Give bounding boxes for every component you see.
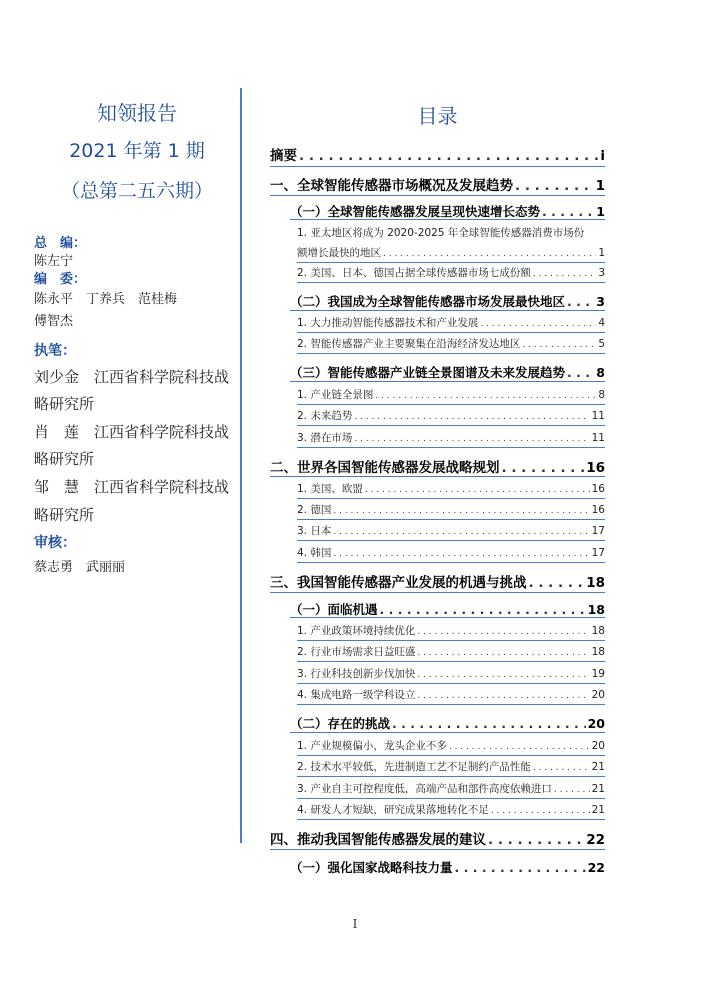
toc-divider	[297, 819, 605, 820]
toc-entry-section-1-1[interactable]: （一）全球智能传感器发展呈现快速增长态势 . . . 1	[290, 202, 605, 220]
toc-divider	[297, 519, 605, 520]
page-number: I	[352, 917, 358, 931]
editors-label: 编 委：	[34, 272, 87, 287]
toc-entry-item[interactable]: 2. 技术水平较低，先进制造工艺不足制约产品性能 . . . 21	[297, 759, 605, 774]
toc-entry-chapter-1[interactable]: 一、全球智能传感器市场概况及发展趋势 . . . 1	[270, 174, 605, 194]
toc-entry-section-1-2[interactable]: （二）我国成为全球智能传感器市场发展最快地区 . . . 3	[290, 292, 605, 310]
toc-divider	[270, 166, 605, 167]
toc-entry-chapter-2[interactable]: 二、世界各国智能传感器发展战略规划 . . . 16	[270, 456, 605, 476]
author-line: 略研究所	[34, 450, 95, 468]
toc-divider	[290, 381, 605, 382]
toc-entry-item[interactable]: 4. 研发人才短缺，研究成果落地转化不足 . . . 21	[297, 802, 605, 817]
toc-entry-item[interactable]: 3. 产业自主可控程度低，高端产品和部件高度依赖进口 . . . 21	[297, 781, 605, 796]
toc-divider	[270, 592, 605, 593]
toc-entry-item[interactable]: 2. 美国、日本、德国占据全球传感器市场七成份额 . . . 3	[297, 265, 605, 280]
toc-divider	[297, 562, 605, 563]
toc-divider	[297, 404, 605, 405]
publication-issue: 2021 年第 1 期	[69, 140, 205, 162]
chief-editor-name: 陈左宁	[34, 254, 74, 269]
toc-entry-item[interactable]: 1. 产业规模偏小，龙头企业不多 . . . 20	[297, 738, 605, 753]
toc-entry-item[interactable]: 4. 韩国 . . . 17	[297, 545, 605, 560]
toc-entry-item[interactable]: 2. 未来趋势 . . . 11	[297, 408, 605, 423]
toc-divider	[290, 310, 605, 311]
toc-entry-item[interactable]: 1. 产业政策环境持续优化 . . . 18	[297, 623, 605, 638]
toc-title: 目录	[417, 104, 458, 128]
toc-divider	[297, 683, 605, 684]
editors-line-2: 傅智杰	[34, 314, 74, 329]
toc-entry-chapter-3[interactable]: 三、我国智能传感器产业发展的机遇与挑战 . . . 18	[270, 571, 605, 591]
author-line: 邹 慧 江西省科学院科技战	[34, 478, 230, 496]
toc-entry-item[interactable]: 4. 集成电路一级学科设立 . . . 20	[297, 687, 605, 702]
editors-line-1: 陈永平 丁养兵 范桂梅	[34, 292, 178, 307]
toc-entry-item[interactable]: 1. 大力推动智能传感器技术和产业发展 . . . 4	[297, 315, 605, 330]
toc-entry-item[interactable]: 1. 产业链全景图 . . . 8	[297, 387, 605, 402]
toc-entry-item[interactable]: 1. 亚太地区将成为 2020-2025 年全球智能传感器消费市场份	[297, 227, 585, 239]
toc-divider	[290, 617, 605, 618]
toc-divider	[297, 540, 605, 541]
toc-divider	[270, 476, 605, 477]
toc-entry-item[interactable]: 3. 日本 . . . 17	[297, 523, 605, 538]
toc-entry-section-3-1[interactable]: （一）面临机遇 . . . 18	[290, 600, 605, 618]
toc-divider	[297, 776, 605, 777]
toc-divider	[297, 353, 605, 354]
column-divider	[240, 88, 242, 843]
toc-divider	[270, 849, 605, 850]
toc-divider	[297, 798, 605, 799]
toc-entry-chapter-4[interactable]: 四、推动我国智能传感器发展的建议 . . . 22	[270, 828, 605, 848]
author-line: 略研究所	[34, 506, 95, 524]
toc-entry-item[interactable]: 额增长最快的地区 . . . 1	[297, 245, 605, 260]
toc-divider	[290, 219, 605, 220]
authors-label: 执笔：	[34, 343, 76, 359]
toc-divider	[297, 332, 605, 333]
author-line: 略研究所	[34, 395, 95, 413]
author-line: 肖 莲 江西省科学院科技战	[34, 423, 230, 441]
reviewers-label: 审核：	[34, 535, 76, 551]
toc-divider	[297, 262, 605, 263]
publication-title: 知领报告	[97, 101, 177, 125]
toc-entry-item[interactable]: 3. 行业科技创新步伐加快 . . . 19	[297, 666, 605, 681]
toc-entry-item[interactable]: 3. 潜在市场 . . . 11	[297, 430, 605, 445]
toc-entry-section-4-1[interactable]: （一）强化国家战略科技力量 . . . 22	[290, 858, 605, 876]
publication-total-issue: （总第二五六期）	[60, 180, 213, 202]
chief-editor-label: 总 编：	[34, 236, 87, 251]
toc-entry-section-1-3[interactable]: （三）智能传感器产业链全景图谱及未来发展趋势 . . . 8	[290, 363, 605, 381]
toc-entry-abstract[interactable]: 摘要 . . . i	[270, 144, 605, 164]
toc-divider	[297, 282, 605, 283]
toc-entry-item[interactable]: 2. 行业市场需求日益旺盛 . . . 18	[297, 644, 605, 659]
toc-divider	[297, 447, 605, 448]
author-line: 刘少金 江西省科学院科技战	[34, 368, 230, 386]
toc-entry-item[interactable]: 1. 美国、欧盟 . . . 16	[297, 481, 605, 496]
toc-divider	[297, 661, 605, 662]
toc-divider	[297, 425, 605, 426]
toc-entry-item[interactable]: 2. 智能传感器产业主要聚集在沿海经济发达地区 . . . 5	[297, 336, 605, 351]
toc-divider	[297, 640, 605, 641]
toc-divider	[270, 195, 605, 196]
reviewers-names: 蔡志勇 武丽丽	[34, 560, 126, 575]
toc-entry-item[interactable]: 2. 德国 . . . 16	[297, 502, 605, 517]
toc-divider	[297, 704, 605, 705]
toc-entry-section-3-2[interactable]: （二）存在的挑战 . . . 20	[290, 714, 605, 732]
toc-divider	[290, 732, 605, 733]
toc-divider	[297, 755, 605, 756]
toc-divider	[297, 498, 605, 499]
